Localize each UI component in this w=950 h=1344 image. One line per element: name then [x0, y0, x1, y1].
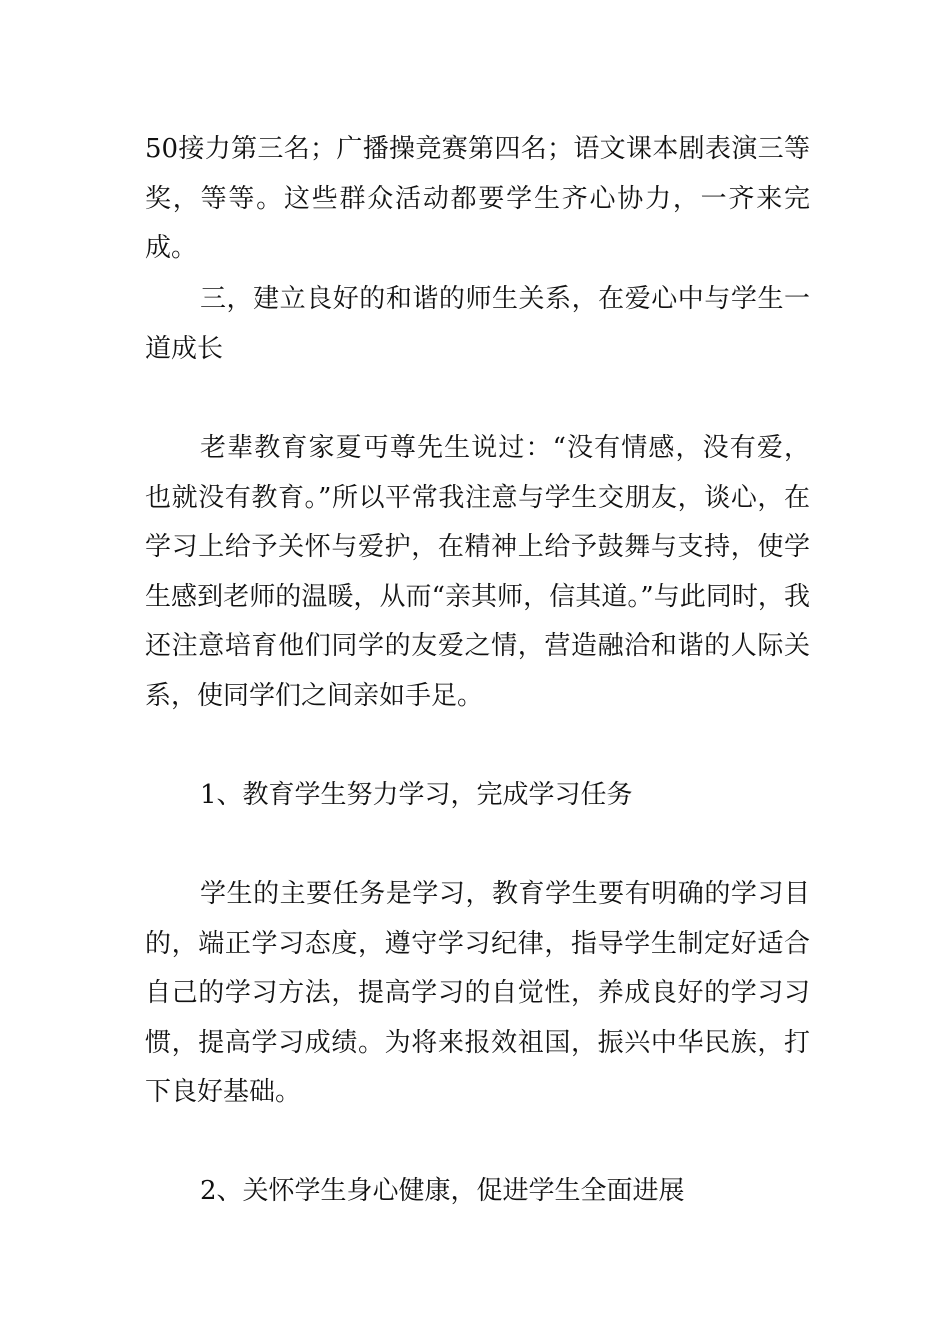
section-heading-teacher-student-relationship: 三，建立良好的和谐的师生关系，在爱心中与学生一道成长	[145, 284, 810, 364]
subheading-study-tasks: 1、教育学生努力学习，完成学习任务	[200, 780, 633, 810]
paragraph-activities-results: 50接力第三名；广播操竞赛第四名；语文课本剧表演三等奖，等等。这些群众活动都要学生齐心协力，一齐来完成。	[145, 134, 810, 263]
paragraph-love-and-education: 老辈教育家夏丏尊先生说过：“没有情感，没有爱，也就没有教育。”所以平常我注意与学生交朋友，谈心，在学习上给予关怀与爱护，在精神上给予鼓舞与支持，使学生感到老师的温暖，从而“亲其师，信其道。”与此同时，我还注意培育他们同学的友爱之情，营造融洽和谐的人际关系，使同学们之间亲如手足。	[145, 433, 810, 711]
subheading-health-development: 2、关怀学生身心健康，促进学生全面进展	[200, 1176, 685, 1206]
paragraph-study-goals: 学生的主要任务是学习，教育学生要有明确的学习目的，端正学习态度，遵守学习纪律，指导学生制定好适合自己的学习方法，提高学习的自觉性，养成良好的学习习惯，提高学习成绩。为将来报效祖国，振兴中华民族，打下良好基础。	[145, 879, 810, 1107]
